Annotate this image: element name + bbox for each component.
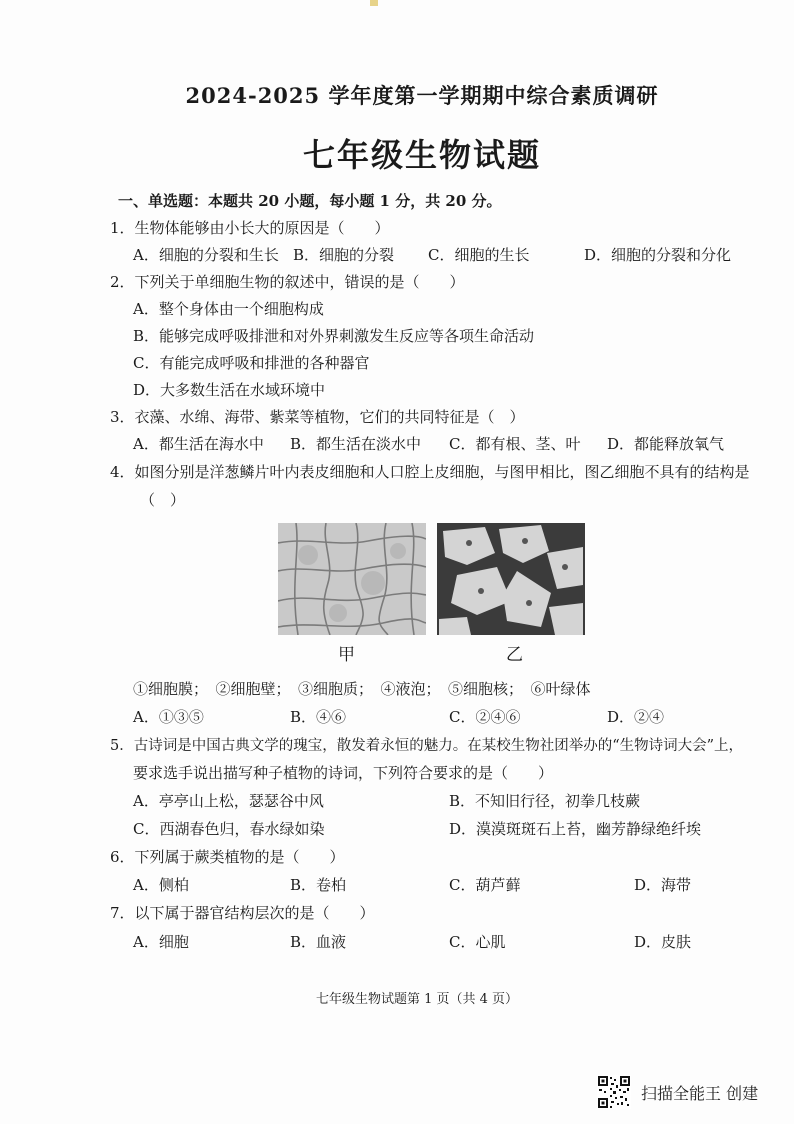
question-4-option-b: B．④⑥ <box>290 708 347 726</box>
question-2-option-a: A．整个身体由一个细胞构成 <box>133 300 324 318</box>
question-5-option-c: C．西湖春色归，春水绿如染 <box>133 820 325 838</box>
question-6-option-c: C．葫芦藓 <box>449 876 521 894</box>
question-7-option-b: B．血液 <box>290 933 347 951</box>
question-2-option-c: C．有能完成呼吸和排泄的各种器官 <box>133 354 370 372</box>
question-4-items: ①细胞膜； ②细胞壁； ③细胞质； ④液泡； ⑤细胞核； ⑥叶绿体 <box>133 680 591 698</box>
question-2-option-b: B．能够完成呼吸排泄和对外界刺激发生反应等各项生命活动 <box>133 327 535 345</box>
question-5-option-b: B．不知旧行径，初拳几枝蕨 <box>449 792 641 810</box>
question-5-option-d: D．漠漠斑斑石上苔，幽芳静绿绝纤埃 <box>449 820 702 838</box>
figure-label-a: 甲 <box>338 645 355 665</box>
question-5-stem-cont: 要求选手说出描写种子植物的诗词，下列符合要求的是（ ） <box>133 764 554 782</box>
question-1-option-d: D．细胞的分裂和分化 <box>584 246 732 264</box>
question-6-option-b: B．卷柏 <box>290 876 347 894</box>
question-2-stem: 2．下列关于单细胞生物的叙述中，错误的是（ ） <box>110 273 465 291</box>
question-4-option-a: A．①③⑤ <box>133 708 204 726</box>
question-1-option-a: A．细胞的分裂和生长 <box>133 246 279 264</box>
question-7-option-a: A．细胞 <box>133 933 189 951</box>
question-1-option-b: B．细胞的分裂 <box>293 246 395 264</box>
question-4-stem-cont: （ ） <box>140 491 186 509</box>
question-5-option-a: A．亭亭山上松，瑟瑟谷中风 <box>133 792 324 810</box>
question-1-option-c: C．细胞的生长 <box>428 246 530 264</box>
scanner-label: 扫描全能王 创建 <box>641 1083 759 1103</box>
question-4-option-d: D．②④ <box>607 708 665 726</box>
question-6-option-d: D．海带 <box>634 876 692 894</box>
question-3-option-a: A．都生活在海水中 <box>133 435 264 453</box>
question-3-stem: 3．衣藻、水绵、海带、紫菜等植物，它们的共同特征是（ ） <box>110 408 525 426</box>
figure-label-b: 乙 <box>506 645 523 665</box>
onion-epidermis-micrograph <box>278 523 426 635</box>
section-title: 一、单选题：本题共 20 小题，每小题 1 分，共 20 分。 <box>118 192 502 210</box>
qr-code-icon <box>597 1075 631 1109</box>
question-7-stem: 7．以下属于器官结构层次的是（ ） <box>110 904 375 922</box>
question-3-option-c: C．都有根、茎、叶 <box>449 435 581 453</box>
question-2-option-d: D．大多数生活在水域环境中 <box>133 381 326 399</box>
question-7-option-c: C．心肌 <box>449 933 506 951</box>
page-footer: 七年级生物试题第 1 页（共 4 页） <box>315 992 519 1007</box>
question-3-option-b: B．都生活在淡水中 <box>290 435 422 453</box>
question-6-option-a: A．侧柏 <box>133 876 189 894</box>
question-3-option-d: D．都能释放氧气 <box>607 435 725 453</box>
question-5-stem: 5．古诗词是中国古典文学的瑰宝，散发着永恒的魅力。在某校生物社团举办的“生物诗词大会”上， <box>110 738 744 754</box>
subject-title: 七年级生物试题 <box>302 136 541 174</box>
scanner-watermark <box>597 1075 758 1109</box>
question-4-stem: 4．如图分别是洋葱鳞片叶内表皮细胞和人口腔上皮细胞，与图甲相比，图乙细胞不具有的结构是 <box>110 463 750 481</box>
exam-title: 2024-2025 学年度第一学期期中综合素质调研 <box>185 83 659 108</box>
cheek-cell-micrograph <box>437 523 585 635</box>
question-1-stem: 1．生物体能够由小长大的原因是（ ） <box>110 219 390 237</box>
binding-mark <box>370 0 378 6</box>
question-4-option-c: C．②④⑥ <box>449 708 521 726</box>
question-6-stem: 6．下列属于蕨类植物的是（ ） <box>110 848 345 866</box>
question-7-option-d: D．皮肤 <box>634 933 692 951</box>
